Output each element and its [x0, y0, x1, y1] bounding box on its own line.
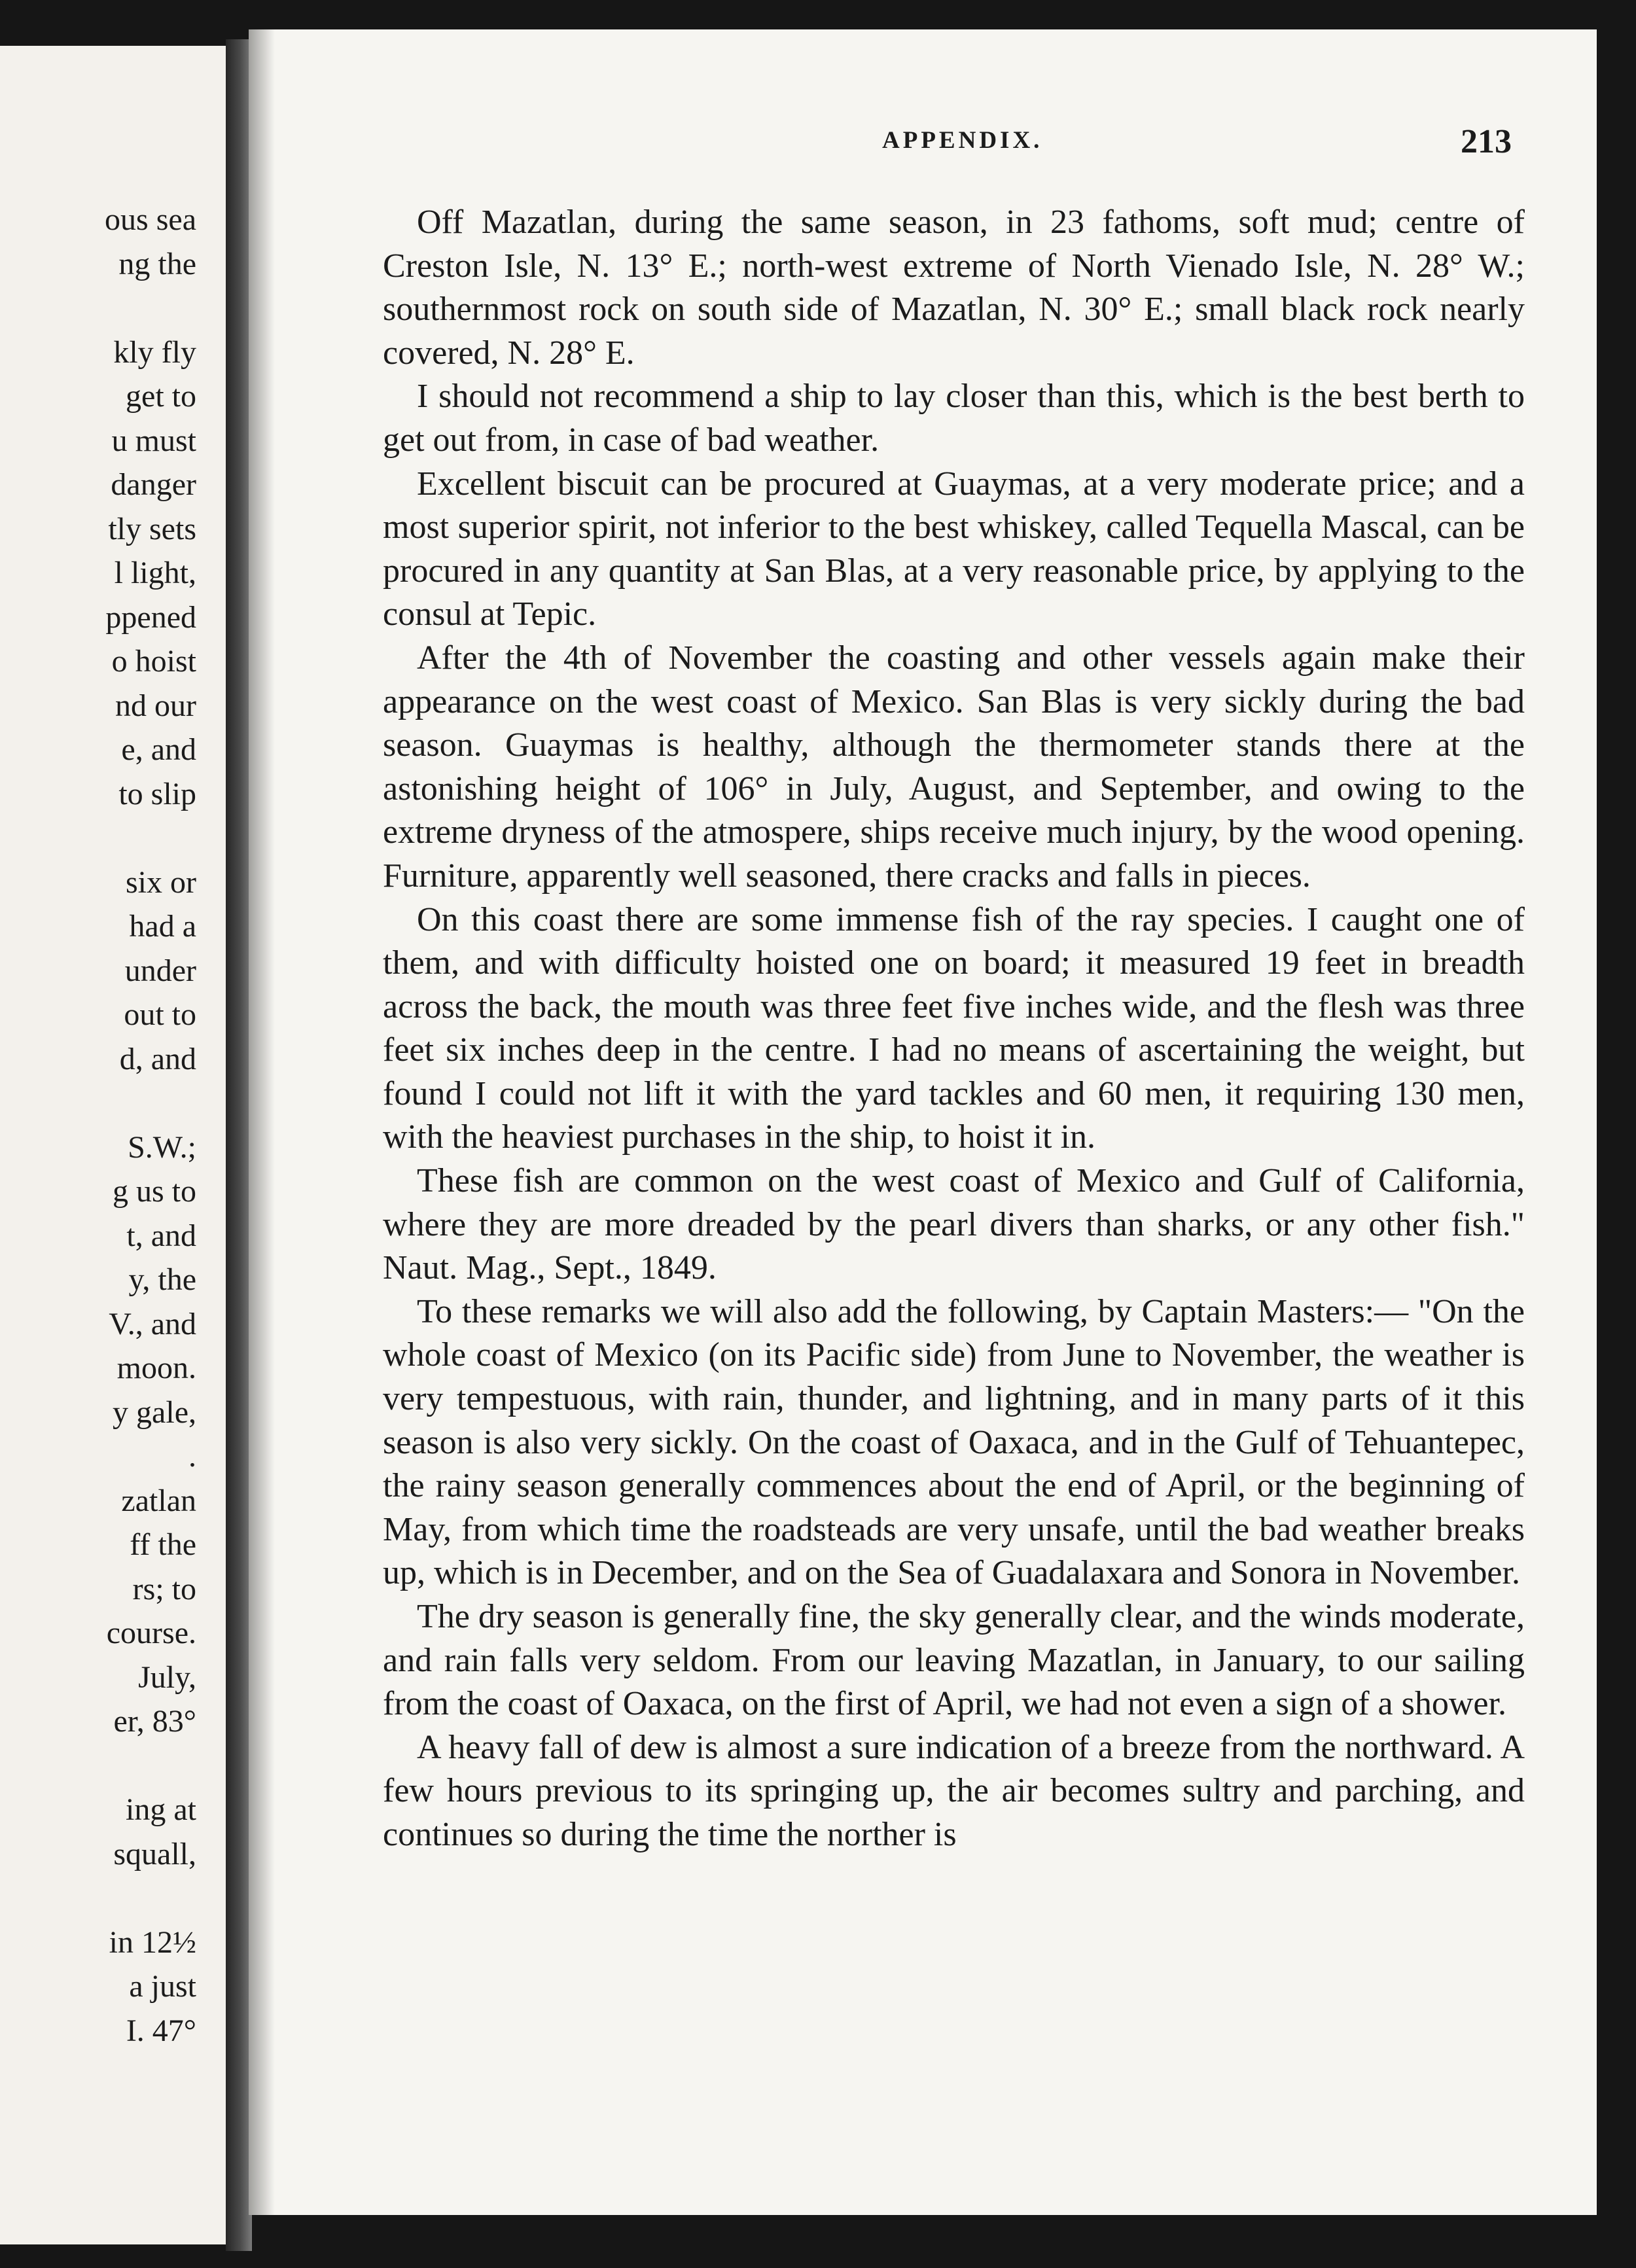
left-page-fragment: y gale,	[113, 1394, 196, 1430]
left-page-fragment: course.	[106, 1616, 196, 1650]
spine-shadow	[249, 29, 275, 2215]
left-page-fragment: e, and	[121, 732, 196, 767]
left-page-fragment: l light,	[114, 556, 196, 590]
paragraph: On this coast there are some immense fish of the ray species. I caught one of them, and with difficulty hoisted one on board; it measured 19 feet in breadth across the back, the mouth was three feet five inches wide, and the flesh was three feet six inches deep in the centre. I had no means of ascertaining the weight, but found I could not lift it with the yard tackles and 60 men, it requiring 130 men, with the heaviest purchases in the ship, to hoist it in.	[383, 900, 1525, 1156]
left-page-fragment: er, 83°	[113, 1704, 196, 1739]
left-page-fragment: ing at	[126, 1792, 196, 1827]
left-page-fragment: g us to	[112, 1174, 196, 1209]
book-gutter	[226, 39, 252, 2251]
left-page-fragment: a just	[129, 1969, 196, 2004]
left-page-fragment: out to	[124, 997, 196, 1032]
left-page-fragment: under	[124, 953, 196, 988]
left-page-fragment: ous sea	[105, 202, 196, 237]
left-page-fragment: six or	[126, 864, 196, 900]
left-page-fragment: in 12½	[109, 1924, 196, 1960]
left-page-fragment: y, the	[128, 1262, 196, 1297]
left-page-fragment: danger	[111, 467, 196, 502]
paragraph: Excellent biscuit can be procured at Guaymas, at a very moderate price; and a most superior spirit, not inferior to the best whiskey, called Tequella Mascal, can be procured in any quantity at San Blas, at a very reasonable price, by applying to the consul at Tepic.	[383, 465, 1525, 633]
left-page-fragment: nd our	[115, 688, 196, 723]
left-page-fragment: zatlan	[121, 1483, 196, 1518]
left-page	[0, 46, 226, 2244]
left-page-fragment: kly fly	[113, 334, 196, 370]
left-page-fragment: I. 47°	[126, 2013, 196, 2048]
paragraph: These fish are common on the west coast of Mexico and Gulf of California, where they are more dreaded by the pearl divers than sharks, or any other fish." Naut. Mag., Sept., 1849.	[383, 1162, 1525, 1287]
left-page-fragment: ng the	[118, 246, 196, 281]
left-page-fragment: get to	[126, 379, 196, 414]
page-header	[249, 123, 1597, 172]
left-page-fragment: had a	[129, 909, 196, 944]
left-page-fragment: ff the	[130, 1527, 196, 1562]
body-text	[383, 201, 1525, 1857]
right-page	[249, 29, 1597, 2215]
left-page-fragment: moon.	[116, 1351, 196, 1385]
left-page-fragment: squall,	[113, 1836, 196, 1871]
paragraph: To these remarks we will also add the following, by Captain Masters:— "On the whole coast of Mexico (on its Pacific side) from June to November, the weather is very tempestuous, with rain, thunder, and lightning, and in many parts of it this season is also very sickly. On the coast of Oaxaca, and in the Gulf of Tehuantepec, the rainy season generally commences about the end of April, or the beginning of May, from which time the roadsteads are very unsafe, until the bad weather breaks up, which is in December, and on the Sea of Guadalaxara and Sonora in November.	[383, 1292, 1525, 1592]
left-page-fragment: rs; to	[132, 1571, 196, 1606]
left-page-fragment: u must	[111, 423, 196, 458]
left-page-fragment: S.W.;	[128, 1129, 196, 1165]
paragraph: The dry season is generally fine, the sky generally clear, and the winds moderate, and rain falls very seldom. From our leaving Mazatlan, in January, to our sailing from the coast of Oaxaca, on the first of April, we had not even a sign of a shower.	[383, 1598, 1525, 1723]
page-number: 213	[1461, 123, 1512, 160]
left-page-fragment: d, and	[119, 1041, 196, 1076]
left-page-fragment: July,	[138, 1659, 196, 1695]
running-head: APPENDIX.	[882, 127, 1043, 154]
left-page-fragment: tly sets	[108, 511, 196, 546]
left-page-fragment: V., and	[109, 1306, 196, 1341]
paragraph: I should not recommend a ship to lay closer than this, which is the best berth to get out from, in case of bad weather.	[383, 378, 1525, 459]
left-page-fragment: to slip	[118, 776, 196, 811]
left-page-fragment: t, and	[126, 1218, 196, 1253]
left-page-fragment: .	[188, 1439, 196, 1474]
left-page-fragment: o hoist	[111, 644, 196, 679]
paragraph: A heavy fall of dew is almost a sure indication of a breeze from the northward. A few hours previous to its springing up, the air becomes sultry and parching, and continues so during the time the norther is	[383, 1728, 1525, 1853]
paragraph: Off Mazatlan, during the same season, in 23 fathoms, soft mud; centre of Creston Isle, N. 13° E.; north-west extreme of North Vienado Isle, N. 28° W.; southernmost rock on south side of Mazatlan, N. 30° E.; small black rock nearly covered, N. 28° E.	[383, 204, 1525, 372]
paragraph: After the 4th of November the coasting and other vessels again make their appearance on the west coast of Mexico. San Blas is very sickly during the bad season. Guaymas is healthy, although the thermometer stands there at the astonishing height of 106° in July, August, and September, and owing to the extreme dryness of the atmospere, ships receive much injury, by the wood opening. Furniture, apparently well seasoned, there cracks and falls in pieces.	[383, 639, 1525, 895]
left-page-fragment: ppened	[105, 599, 196, 635]
